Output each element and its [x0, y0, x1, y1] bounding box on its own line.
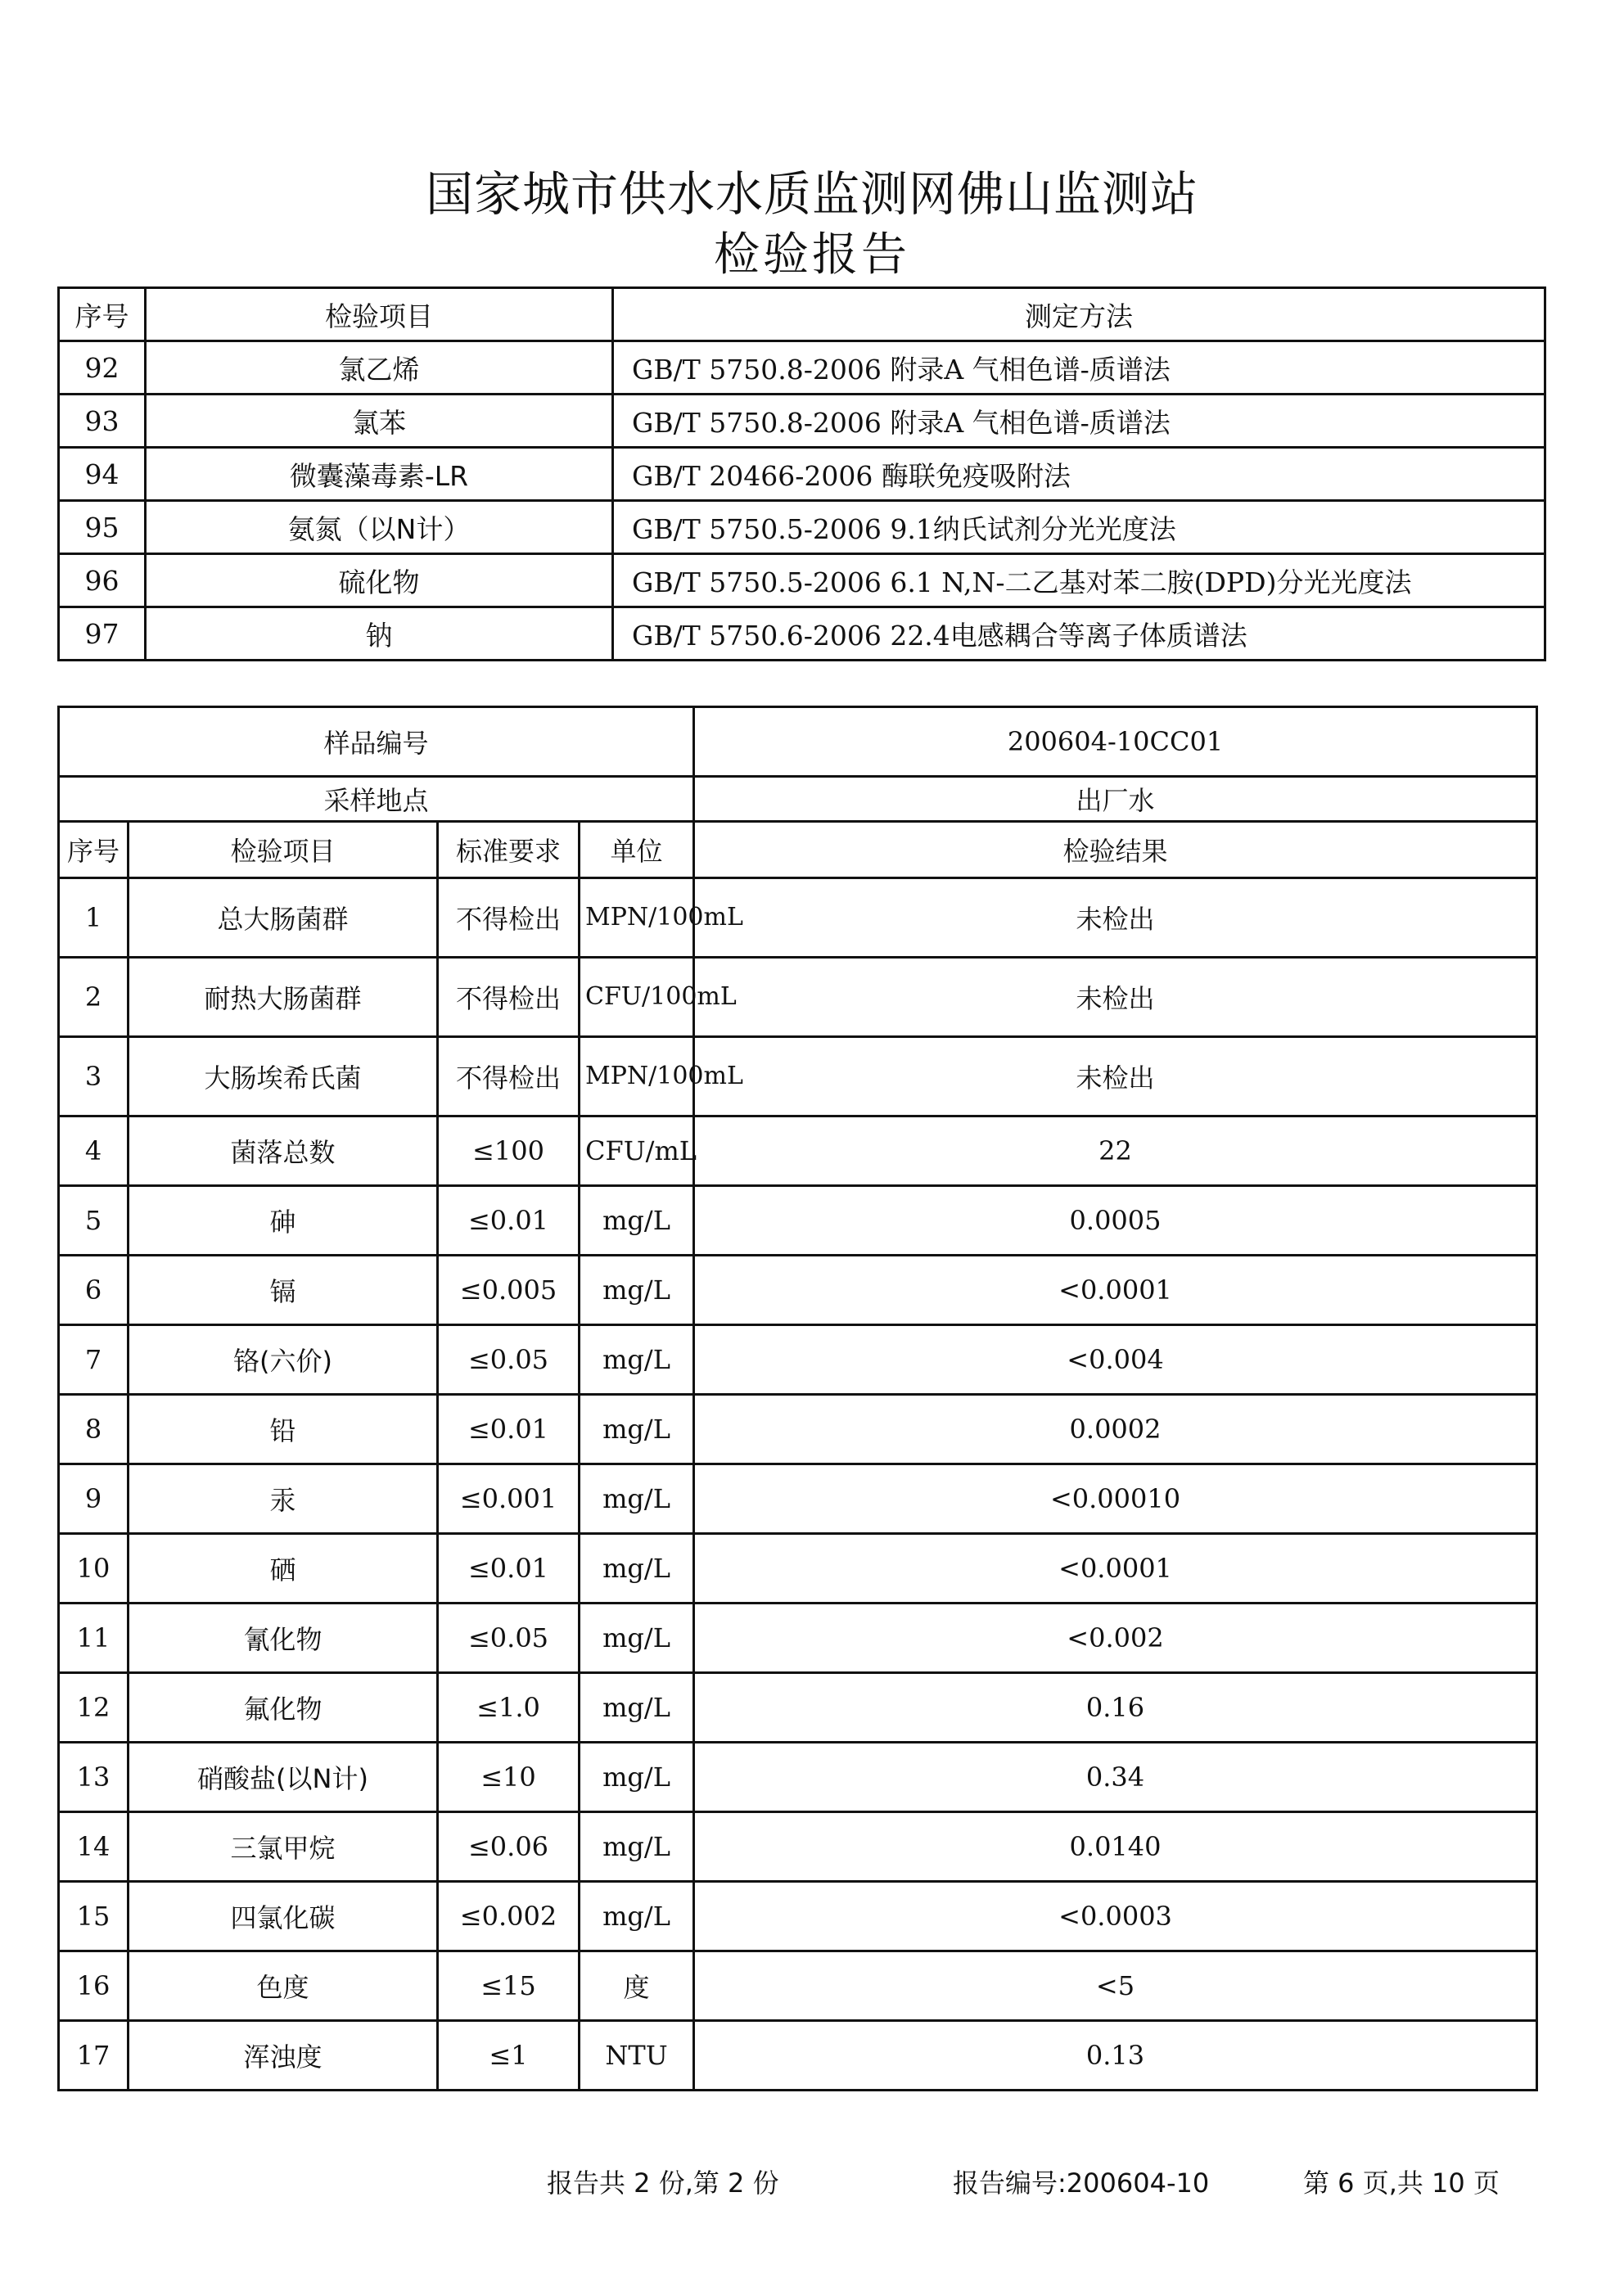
result-row-no: 16: [59, 1951, 129, 2021]
result-row-item: 大肠埃希氏菌: [129, 1037, 438, 1116]
method-row-method: GB/T 5750.8-2006 附录A 气相色谱-质谱法: [613, 341, 1545, 395]
methods-header-item: 检验项目: [146, 288, 613, 341]
result-row-result: 未检出: [694, 958, 1537, 1037]
result-row-result: <0.0001: [694, 1534, 1537, 1604]
result-row-no: 1: [59, 878, 129, 958]
sample-number-row: [59, 707, 1537, 777]
result-row-standard: ≤0.002: [438, 1882, 580, 1951]
result-row-standard: ≤1: [438, 2021, 580, 2091]
method-row: [59, 554, 1545, 607]
method-row-item: 氨氮（以N计）: [146, 501, 613, 554]
result-row-unit: MPN/100mL: [580, 1037, 694, 1116]
result-row: [59, 1534, 1537, 1604]
result-row-unit: mg/L: [580, 1604, 694, 1673]
result-row-item: 总大肠菌群: [129, 878, 438, 958]
results-header-standard: 标准要求: [438, 822, 580, 878]
result-row: [59, 1325, 1537, 1395]
result-row-unit: mg/L: [580, 1395, 694, 1464]
result-row-unit: mg/L: [580, 1812, 694, 1882]
result-row-item: 铬(六价): [129, 1325, 438, 1395]
sampling-site-row: [59, 777, 1537, 822]
result-row-result: <0.004: [694, 1325, 1537, 1395]
result-row-item: 硒: [129, 1534, 438, 1604]
result-row-item: 菌落总数: [129, 1116, 438, 1186]
result-row-standard: ≤10: [438, 1743, 580, 1812]
result-row-unit: MPN/100mL: [580, 878, 694, 958]
result-row-item: 耐热大肠菌群: [129, 958, 438, 1037]
result-row-no: 3: [59, 1037, 129, 1116]
result-row-result: <0.00010: [694, 1464, 1537, 1534]
result-row-item: 三氯甲烷: [129, 1812, 438, 1882]
result-row-unit: mg/L: [580, 1534, 694, 1604]
sampling-site-label: 采样地点: [59, 777, 694, 822]
result-row: [59, 1256, 1537, 1325]
result-row-item: 硝酸盐(以N计): [129, 1743, 438, 1812]
results-table: [57, 706, 1538, 2091]
method-row: [59, 341, 1545, 395]
result-row-result: 0.0002: [694, 1395, 1537, 1464]
result-row: [59, 878, 1537, 958]
method-row-item: 氯苯: [146, 395, 613, 448]
result-row-unit: 度: [580, 1951, 694, 2021]
result-row-unit: mg/L: [580, 1882, 694, 1951]
result-row-item: 氰化物: [129, 1604, 438, 1673]
result-row-standard: 不得检出: [438, 878, 580, 958]
sampling-site-value: 出厂水: [694, 777, 1537, 822]
result-row: [59, 1116, 1537, 1186]
method-row-method: GB/T 5750.5-2006 6.1 N,N-二乙基对苯二胺(DPD)分光光度法: [613, 554, 1545, 607]
methods-header-method: 测定方法: [613, 288, 1545, 341]
result-row-result: 未检出: [694, 878, 1537, 958]
result-row-no: 8: [59, 1395, 129, 1464]
result-row-result: <0.002: [694, 1604, 1537, 1673]
result-row-no: 12: [59, 1673, 129, 1743]
result-row-unit: mg/L: [580, 1743, 694, 1812]
result-row-standard: 不得检出: [438, 958, 580, 1037]
sample-number-label: 样品编号: [59, 707, 694, 777]
result-row-result: 0.13: [694, 2021, 1537, 2091]
result-row-result: 0.34: [694, 1743, 1537, 1812]
result-row-no: 15: [59, 1882, 129, 1951]
result-row-no: 11: [59, 1604, 129, 1673]
report-title: 国家城市供水水质监测网佛山监测站: [425, 166, 1198, 222]
result-row-standard: ≤0.01: [438, 1534, 580, 1604]
method-row-method: GB/T 5750.6-2006 22.4电感耦合等离子体质谱法: [613, 607, 1545, 661]
result-row: [59, 1604, 1537, 1673]
method-row-no: 96: [59, 554, 146, 607]
method-row-no: 95: [59, 501, 146, 554]
result-row-no: 6: [59, 1256, 129, 1325]
footer-copies: 报告共 2 份,第 2 份: [547, 2167, 779, 2199]
method-row-item: 微囊藻毒素-LR: [146, 448, 613, 501]
method-row-method: GB/T 5750.8-2006 附录A 气相色谱-质谱法: [613, 395, 1545, 448]
result-row-unit: CFU/100mL: [580, 958, 694, 1037]
result-row-standard: ≤0.01: [438, 1186, 580, 1256]
result-row-standard: ≤0.05: [438, 1325, 580, 1395]
result-row-item: 砷: [129, 1186, 438, 1256]
method-row-no: 94: [59, 448, 146, 501]
result-row-unit: NTU: [580, 2021, 694, 2091]
result-row-unit: mg/L: [580, 1256, 694, 1325]
result-row-no: 4: [59, 1116, 129, 1186]
result-row-item: 浑浊度: [129, 2021, 438, 2091]
result-row-unit: mg/L: [580, 1325, 694, 1395]
result-row-unit: mg/L: [580, 1186, 694, 1256]
methods-header-no: 序号: [59, 288, 146, 341]
result-row-item: 四氯化碳: [129, 1882, 438, 1951]
result-row-unit: mg/L: [580, 1673, 694, 1743]
method-row-no: 92: [59, 341, 146, 395]
method-row-item: 硫化物: [146, 554, 613, 607]
result-row-item: 氟化物: [129, 1673, 438, 1743]
method-row-item: 钠: [146, 607, 613, 661]
result-row: [59, 1951, 1537, 2021]
result-row-result: <0.0001: [694, 1256, 1537, 1325]
result-row: [59, 958, 1537, 1037]
report-subtitle: 检验报告: [714, 228, 910, 282]
result-row-unit: CFU/mL: [580, 1116, 694, 1186]
result-row: [59, 1464, 1537, 1534]
method-row-method: GB/T 20466-2006 酶联免疫吸附法: [613, 448, 1545, 501]
result-row-standard: 不得检出: [438, 1037, 580, 1116]
result-row: [59, 1673, 1537, 1743]
sample-number-value: 200604-10CC01: [694, 707, 1537, 777]
result-row-result: <5: [694, 1951, 1537, 2021]
method-row: [59, 448, 1545, 501]
result-row-no: 9: [59, 1464, 129, 1534]
result-row-standard: ≤1.0: [438, 1673, 580, 1743]
result-row-item: 铅: [129, 1395, 438, 1464]
result-row: [59, 1812, 1537, 1882]
results-header-no: 序号: [59, 822, 129, 878]
result-row-no: 17: [59, 2021, 129, 2091]
method-row: [59, 607, 1545, 661]
result-row: [59, 1186, 1537, 1256]
result-row-result: 未检出: [694, 1037, 1537, 1116]
results-header-row: [59, 822, 1537, 878]
result-row: [59, 1743, 1537, 1812]
result-row-result: 0.16: [694, 1673, 1537, 1743]
result-row-standard: ≤0.01: [438, 1395, 580, 1464]
result-row-standard: ≤100: [438, 1116, 580, 1186]
results-header-unit: 单位: [580, 822, 694, 878]
result-row-standard: ≤0.05: [438, 1604, 580, 1673]
result-row-no: 13: [59, 1743, 129, 1812]
methods-header-row: [59, 288, 1545, 341]
method-row-item: 氯乙烯: [146, 341, 613, 395]
result-row-no: 14: [59, 1812, 129, 1882]
result-row-result: 0.0005: [694, 1186, 1537, 1256]
result-row-unit: mg/L: [580, 1464, 694, 1534]
result-row-standard: ≤15: [438, 1951, 580, 2021]
result-row-item: 镉: [129, 1256, 438, 1325]
footer-report-number: 报告编号:200604-10: [953, 2167, 1210, 2199]
footer-page-number: 第 6 页,共 10 页: [1303, 2167, 1500, 2199]
method-row-method: GB/T 5750.5-2006 9.1纳氏试剂分光光度法: [613, 501, 1545, 554]
method-row: [59, 395, 1545, 448]
results-header-result: 检验结果: [694, 822, 1537, 878]
result-row-no: 7: [59, 1325, 129, 1395]
method-row-no: 97: [59, 607, 146, 661]
method-row: [59, 501, 1545, 554]
result-row-no: 2: [59, 958, 129, 1037]
result-row-result: 22: [694, 1116, 1537, 1186]
method-row-no: 93: [59, 395, 146, 448]
result-row-standard: ≤0.06: [438, 1812, 580, 1882]
result-row: [59, 1882, 1537, 1951]
result-row-item: 色度: [129, 1951, 438, 2021]
result-row-result: 0.0140: [694, 1812, 1537, 1882]
methods-table: [57, 286, 1546, 661]
result-row: [59, 1037, 1537, 1116]
result-row-item: 汞: [129, 1464, 438, 1534]
result-row-no: 5: [59, 1186, 129, 1256]
result-row-standard: ≤0.005: [438, 1256, 580, 1325]
result-row-result: <0.0003: [694, 1882, 1537, 1951]
results-header-item: 检验项目: [129, 822, 438, 878]
result-row: [59, 2021, 1537, 2091]
result-row-no: 10: [59, 1534, 129, 1604]
result-row-standard: ≤0.001: [438, 1464, 580, 1534]
result-row: [59, 1395, 1537, 1464]
